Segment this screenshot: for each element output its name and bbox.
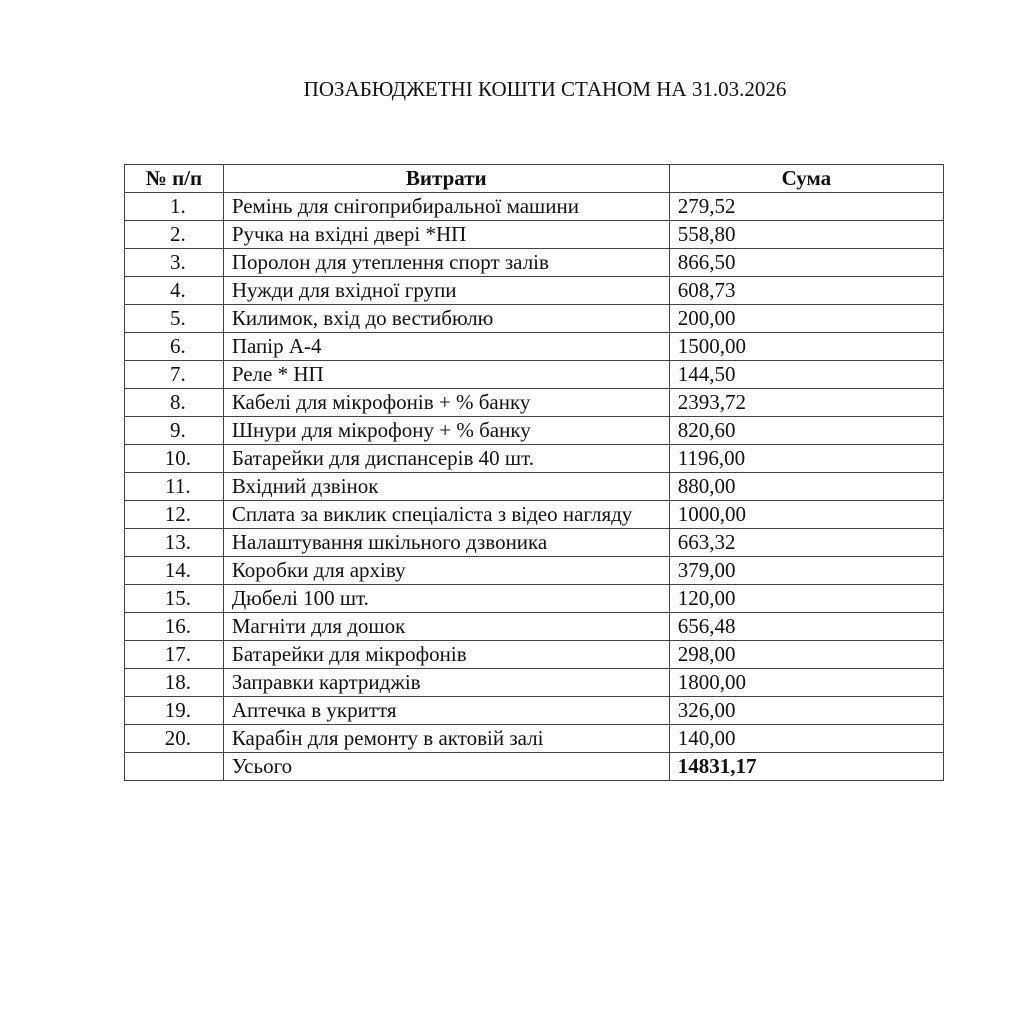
table-row (125, 697, 944, 725)
row-expense: Килимок, вхід до вестибюлю (223, 305, 669, 333)
row-sum: 298,00 (669, 641, 943, 669)
table-row (125, 389, 944, 417)
row-sum: 558,80 (669, 221, 943, 249)
table-row (125, 529, 944, 557)
header-number: № п/п (125, 165, 224, 193)
table-row (125, 613, 944, 641)
document-title: ПОЗАБЮДЖЕТНІ КОШТИ СТАНОМ НА 31.03.2026 (303, 77, 787, 101)
row-sum: 2393,72 (669, 389, 943, 417)
row-number: 16. (125, 613, 224, 641)
row-sum: 326,00 (669, 697, 943, 725)
row-expense: Сплата за виклик спеціаліста з відео нагляду (223, 501, 669, 529)
row-expense: Дюбелі 100 шт. (223, 585, 669, 613)
table-header-row (125, 165, 944, 193)
row-sum: 144,50 (669, 361, 943, 389)
table-row (125, 277, 944, 305)
row-sum: 200,00 (669, 305, 943, 333)
header-expenses: Витрати (223, 165, 669, 193)
row-number: 2. (125, 221, 224, 249)
row-number: 8. (125, 389, 224, 417)
table-row (125, 473, 944, 501)
row-expense: Кабелі для мікрофонів + % банку (223, 389, 669, 417)
row-sum: 663,32 (669, 529, 943, 557)
row-number: 4. (125, 277, 224, 305)
row-expense: Заправки картриджів (223, 669, 669, 697)
row-sum: 140,00 (669, 725, 943, 753)
row-number: 12. (125, 501, 224, 529)
table-row (125, 361, 944, 389)
row-expense: Батарейки для диспансерів 40 шт. (223, 445, 669, 473)
row-number: 15. (125, 585, 224, 613)
expenses-table (124, 164, 944, 781)
table-row (125, 501, 944, 529)
row-number: 13. (125, 529, 224, 557)
row-expense: Папір А-4 (223, 333, 669, 361)
row-expense: Батарейки для мікрофонів (223, 641, 669, 669)
row-expense: Аптечка в укриття (223, 697, 669, 725)
table-row (125, 725, 944, 753)
table-row (125, 249, 944, 277)
row-sum: 820,60 (669, 417, 943, 445)
table-row (125, 557, 944, 585)
row-expense: Ручка на вхідні двері *НП (223, 221, 669, 249)
row-number: 7. (125, 361, 224, 389)
table-row (125, 333, 944, 361)
total-row (125, 753, 944, 781)
table-row (125, 445, 944, 473)
table-row (125, 585, 944, 613)
row-expense: Магніти для дошок (223, 613, 669, 641)
row-number: 19. (125, 697, 224, 725)
row-number: 11. (125, 473, 224, 501)
row-sum: 1000,00 (669, 501, 943, 529)
table-row (125, 193, 944, 221)
row-expense: Налаштування шкільного дзвоника (223, 529, 669, 557)
row-number: 18. (125, 669, 224, 697)
table-row (125, 641, 944, 669)
row-sum: 880,00 (669, 473, 943, 501)
total-number-empty (125, 753, 224, 781)
row-sum: 656,48 (669, 613, 943, 641)
row-number: 14. (125, 557, 224, 585)
row-sum: 120,00 (669, 585, 943, 613)
table-row (125, 417, 944, 445)
row-sum: 866,50 (669, 249, 943, 277)
header-sum: Сума (669, 165, 943, 193)
row-sum: 608,73 (669, 277, 943, 305)
table-row (125, 221, 944, 249)
table-row (125, 305, 944, 333)
row-expense: Ремінь для снігоприбиральної машини (223, 193, 669, 221)
row-expense: Нужди для вхідної групи (223, 277, 669, 305)
row-expense: Поролон для утеплення спорт залів (223, 249, 669, 277)
row-expense: Вхідний дзвінок (223, 473, 669, 501)
row-expense: Шнури для мікрофону + % банку (223, 417, 669, 445)
row-number: 6. (125, 333, 224, 361)
row-number: 9. (125, 417, 224, 445)
table-row (125, 669, 944, 697)
row-number: 17. (125, 641, 224, 669)
total-label: Усього (223, 753, 669, 781)
row-number: 5. (125, 305, 224, 333)
row-sum: 279,52 (669, 193, 943, 221)
row-number: 10. (125, 445, 224, 473)
row-expense: Коробки для архіву (223, 557, 669, 585)
row-sum: 1196,00 (669, 445, 943, 473)
row-sum: 1500,00 (669, 333, 943, 361)
row-number: 3. (125, 249, 224, 277)
row-expense: Реле * НП (223, 361, 669, 389)
total-sum: 14831,17 (669, 753, 943, 781)
row-number: 1. (125, 193, 224, 221)
row-sum: 1800,00 (669, 669, 943, 697)
row-expense: Карабін для ремонту в актовій залі (223, 725, 669, 753)
row-sum: 379,00 (669, 557, 943, 585)
row-number: 20. (125, 725, 224, 753)
